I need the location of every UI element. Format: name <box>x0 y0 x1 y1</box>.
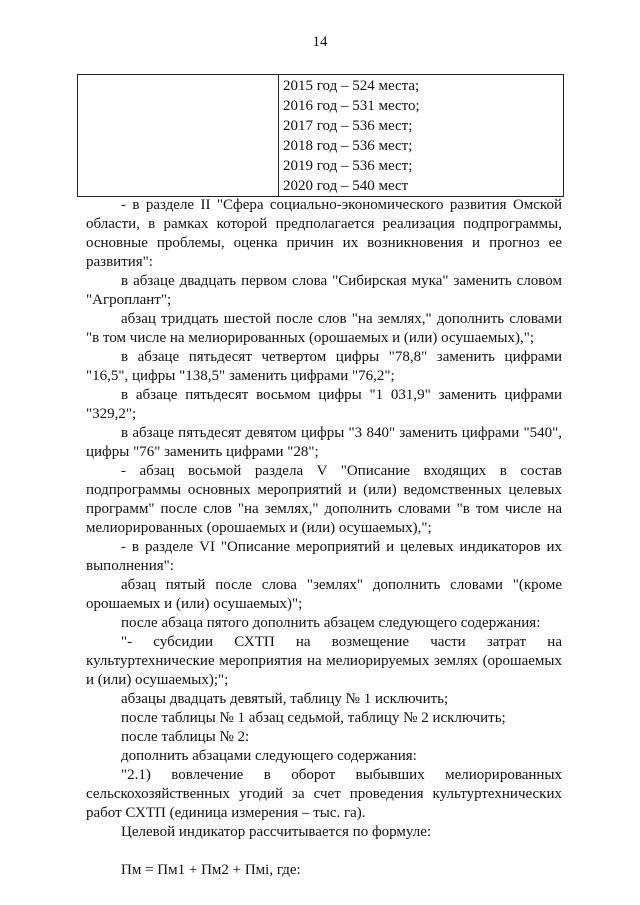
paragraph: после таблицы № 1 абзац седьмой, таблицу № 2 исключить; <box>121 710 506 726</box>
paragraph: "2.1) вовлечение в оборот выбывших мелиорированных сельскохозяйственных угодий за счет проведения культуртехнических работ СХТП (единица измерения – тыс. га). <box>86 767 562 821</box>
paragraph: абзац тридцать шестой после слов "на землях," дополнить словами "в том числе на мелиорированных (орошаемых и (или) осушаемых),"; <box>86 311 562 346</box>
page-number: 14 <box>312 34 328 50</box>
paragraph: после таблицы № 2: <box>121 729 250 745</box>
table-empty-cell <box>78 75 279 197</box>
table-row <box>78 75 564 197</box>
year-line: 2018 год – 536 мест; <box>283 138 413 154</box>
paragraph: "- субсидии СХТП на возмещение части затрат на культуртехнические мероприятия на мелиорируемых землях (орошаемых и (или) осушаемых);"; <box>86 634 562 688</box>
paragraph: дополнить абзацами следующего содержания: <box>121 748 417 764</box>
paragraph: - абзац восьмой раздела V "Описание входящих в состав подпрограммы основных мероприятий и (или) ведомственных целевых программ" после слов "на землях," дополнить словами "в том числе на мелиорированных (орошаемых и (или) осушаемых),"; <box>86 463 562 536</box>
year-line: 2017 год – 536 мест; <box>283 118 413 134</box>
paragraph: - в разделе VI "Описание мероприятий и целевых индикаторов их выполнения": <box>86 539 562 574</box>
year-line: 2016 год – 531 место; <box>283 98 420 114</box>
year-line: 2015 год – 524 места; <box>283 78 420 94</box>
paragraph: в абзаце двадцать первом слова "Сибирская мука" заменить словом "Агроплант"; <box>86 273 562 308</box>
paragraph: в абзаце пятьдесят четвертом цифры "78,8" заменить цифрами "16,5", цифры "138,5" заменить цифрами "76,2"; <box>86 349 562 384</box>
paragraph: Целевой индикатор рассчитывается по формуле: <box>121 824 432 840</box>
paragraph: в абзаце пятьдесят девятом цифры "3 840" заменить цифрами "540", цифры "76" заменить цифрами "28"; <box>86 425 562 460</box>
year-line: 2019 год – 536 мест; <box>283 158 413 174</box>
paragraph: абзацы двадцать девятый, таблицу № 1 исключить; <box>121 691 449 707</box>
table-years-cell <box>279 75 564 197</box>
formula: Пм = Пм1 + Пм2 + Пмi, где: <box>121 862 301 878</box>
paragraph: - в разделе II "Сфера социально-экономического развития Омской области, в рамках которой предполагается реализация подпрограммы, основные проблемы, оценка причин их возникновения и прогноз ее развития": <box>86 197 562 270</box>
paragraph: после абзаца пятого дополнить абзацем следующего содержания: <box>121 615 541 631</box>
paragraph: в абзаце пятьдесят восьмом цифры "1 031,9" заменить цифрами "329,2"; <box>86 387 562 422</box>
paragraph: абзац пятый после слова "землях" дополнить словами "(кроме орошаемых и (или) осушаемых)"; <box>86 577 562 612</box>
document-body <box>86 196 562 880</box>
blank-line <box>86 842 562 861</box>
year-line: 2020 год – 540 мест <box>283 178 409 194</box>
indicator-table <box>77 74 564 197</box>
